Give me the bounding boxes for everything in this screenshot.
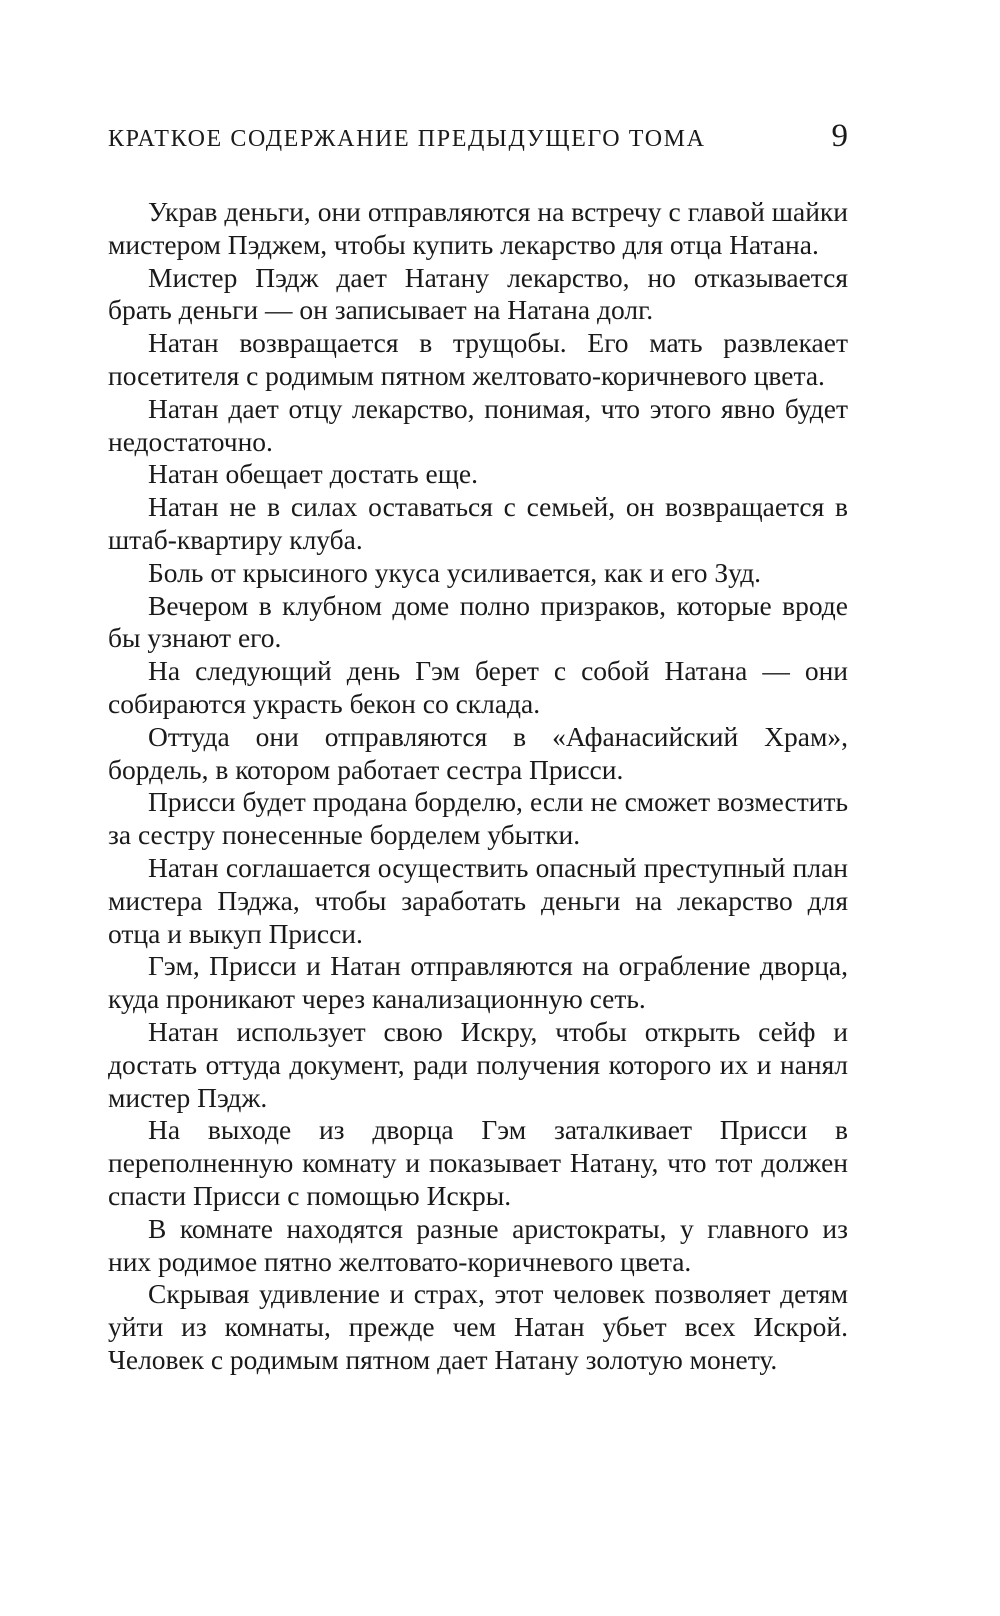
paragraph: Натан дает отцу лекарство, понимая, что этого явно будет недостаточно. [108,392,848,457]
paragraph: На выходе из дворца Гэм заталкивает Присси в переполненную комнату и показывает Натану, что тот должен спасти Присси с помощью Искры. [108,1114,848,1211]
paragraph: Присси будет продана борделю, если не сможет возместить за сестру понесенные борделем убытки. [108,786,848,851]
paragraph: Украв деньги, они отправляются на встречу с главой шайки мистером Пэджем, чтобы купить лекарство для отца Натана. [108,196,848,260]
page-number: 9 [831,118,848,154]
paragraph: Вечером в клубном доме полно призраков, которые вроде бы узнают его. [108,589,848,654]
paragraph: Натан возвращается в трущобы. Его мать развлекает посетителя с родимым пятном желтовато-коричневого цвета. [108,327,848,391]
running-title: КРАТКОЕ СОДЕРЖАНИЕ ПРЕДЫДУЩЕГО ТОМА [108,126,706,152]
paragraph: Натан использует свою Искру, чтобы открыть сейф и достать оттуда документ, ради получения которого их и нанял мистер Пэдж. [108,1015,848,1113]
body-text [108,196,848,1377]
running-header [108,116,848,166]
paragraph: Скрывая удивление и страх, этот человек позволяет детям уйти из комнаты, прежде чем Натан убьет всех Искрой. Человек с родимым пятном дает Натану золотую монету. [108,1278,848,1375]
paragraph: Боль от крысиного укуса усиливается, как и его Зуд. [148,556,762,588]
paragraph: Гэм, Присси и Натан отправляются на ограбление дворца, куда проникают через канализационную сеть. [108,950,848,1015]
paragraph: На следующий день Гэм берет с собой Натана — они собираются украсть бекон со склада. [108,655,848,719]
paragraph: Мистер Пэдж дает Натану лекарство, но отказывается брать деньги — он записывает на Натана долг. [108,261,848,326]
paragraph: Натан обещает достать еще. [148,458,478,490]
paragraph: В комнате находятся разные аристократы, у главного из них родимое пятно желтовато-коричневого цвета. [108,1212,848,1277]
paragraph: Натан соглашается осуществить опасный преступный план мистера Пэджа, чтобы заработать деньги на лекарство для отца и выкуп Присси. [108,851,848,949]
paragraph: Оттуда они отправляются в «Афанасийский Храм», бордель, в котором работает сестра Присси. [108,720,848,785]
paragraph: Натан не в силах оставаться с семьей, он возвращается в штаб-квартиру клуба. [108,491,848,555]
